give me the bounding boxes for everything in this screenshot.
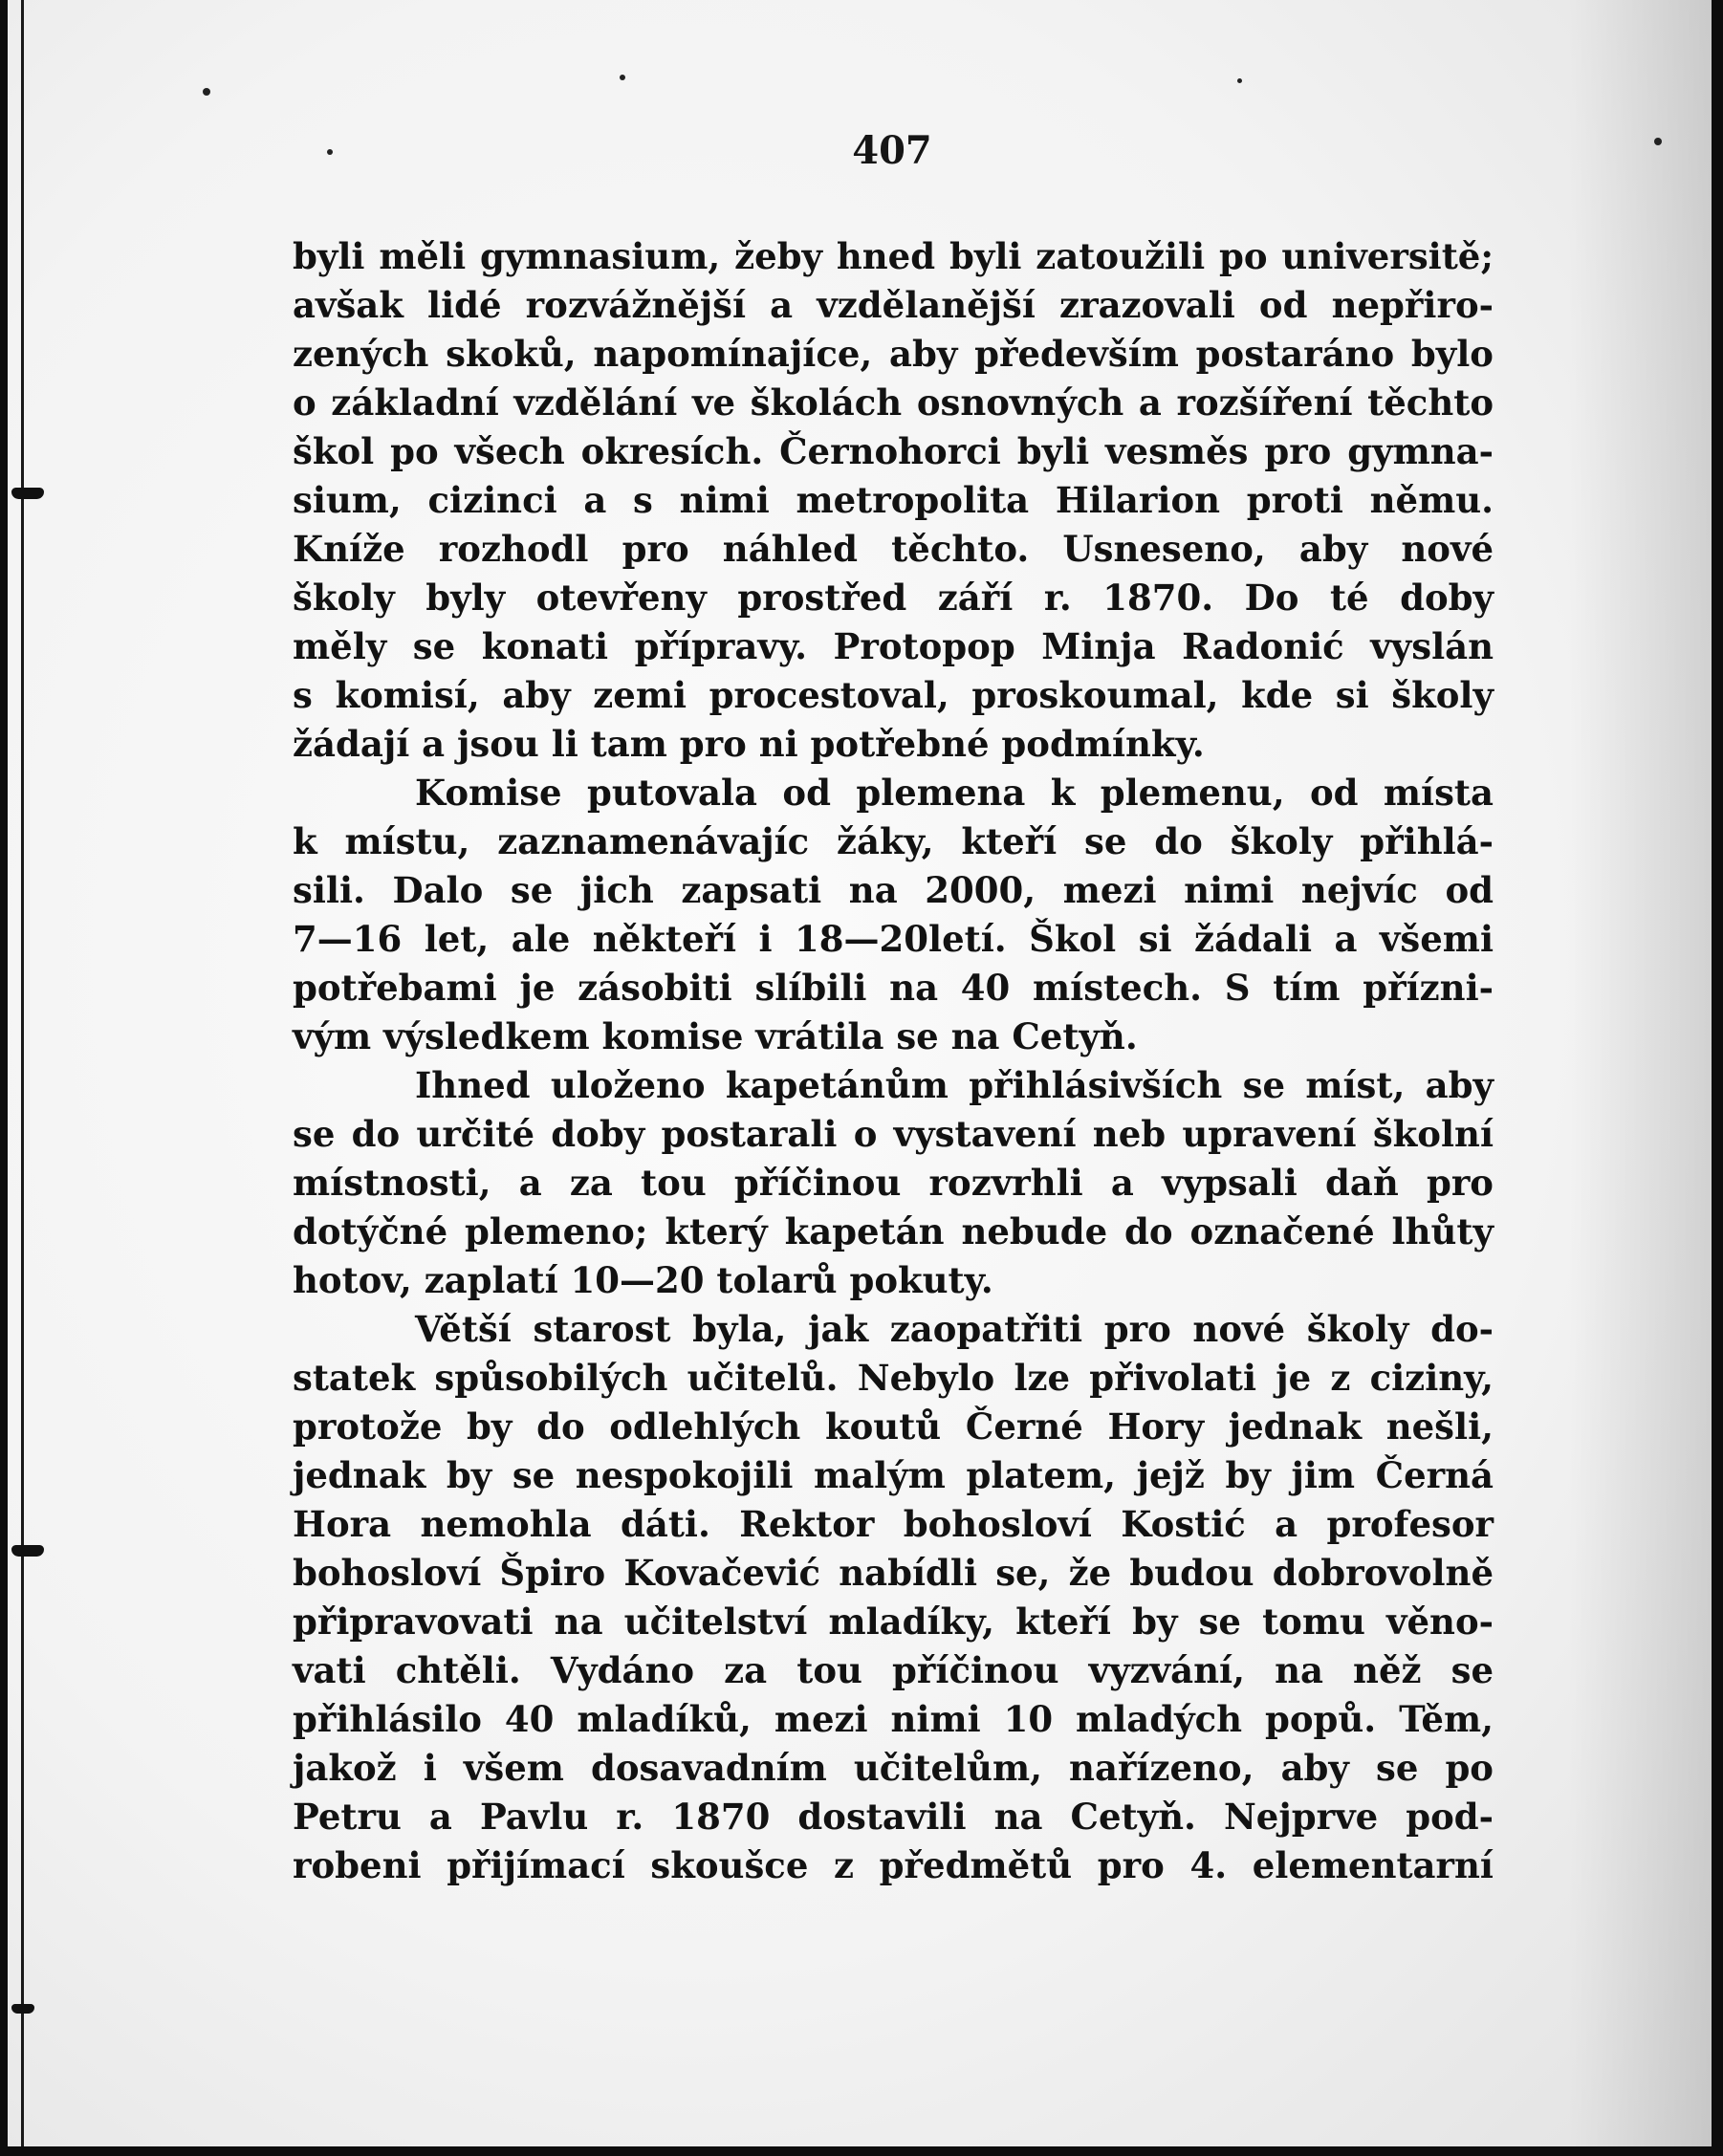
page-number: 407 (852, 128, 932, 173)
text-line: hotov, zaplatí 10—20 tolarů pokuty. (293, 1259, 993, 1301)
text-line: škol po všech okresích. Černohorci byli vesměs pro gymna- (293, 430, 1494, 472)
text-line: sili. Dalo se jich zapsati na 2000, mezi nimi nejvíc od (293, 869, 1494, 911)
text-line: měly se konati přípravy. Protopop Minja Radonić vyslán (293, 625, 1494, 667)
body-text (293, 232, 1494, 1890)
dust-speck (327, 149, 333, 155)
text-line: jednak by se nespokojili malým platem, jejž by jim Černá (293, 1454, 1494, 1496)
text-line: připravovati na učitelství mladíky, kteří by se tomu věno- (293, 1601, 1494, 1643)
text-line: žádají a jsou li tam pro ni potřebné podmínky. (293, 723, 1205, 765)
dust-speck (1654, 138, 1662, 145)
binding-mark (11, 488, 44, 499)
text-line: školy byly otevřeny prostřed září r. 1870. Do té doby (293, 577, 1494, 619)
text-line: dotýčné plemeno; který kapetán nebude do označené lhůty (293, 1210, 1494, 1252)
text-line: přihlásilo 40 mladíků, mezi nimi 10 mladých popů. Těm, (293, 1698, 1494, 1740)
binding-line (21, 0, 24, 2146)
text-line: Ihned uloženo kapetánům přihlásivších se míst, aby (415, 1064, 1494, 1106)
text-line: protože by do odlehlých koutů Černé Hory jednak nešli, (293, 1405, 1494, 1448)
paper-sheet (8, 0, 1712, 2146)
text-line: se do určité doby postarali o vystavení neb upravení školní (293, 1113, 1494, 1155)
text-line: o základní vzdělání ve školách osnovných a rozšíření těchto (293, 381, 1494, 424)
text-line: byli měli gymnasium, žeby hned byli zatoužili po universitě; (293, 235, 1494, 277)
text-line: Komise putovala od plemena k plemenu, od místa (415, 772, 1494, 814)
text-line: vati chtěli. Vydáno za tou příčinou vyzvání, na něž se (293, 1649, 1494, 1691)
text-line: s komisí, aby zemi procestoval, proskoumal, kde si školy (293, 674, 1494, 716)
text-line: sium, cizinci a s nimi metropolita Hilarion proti němu. (293, 479, 1494, 521)
page-shadow (1568, 0, 1712, 2146)
dust-speck (620, 75, 625, 80)
text-line: Kníže rozhodl pro náhled těchto. Usneseno, aby nové (293, 528, 1494, 570)
text-line: robeni přijímací skoušce z předmětů pro 4. elementarní (293, 1844, 1494, 1886)
text-line: Hora nemohla dáti. Rektor bohosloví Kostić a profesor (293, 1503, 1494, 1545)
text-line: místnosti, a za tou příčinou rozvrhli a vypsali daň pro (293, 1162, 1494, 1204)
text-line: k místu, zaznamenávajíc žáky, kteří se do školy přihlá- (293, 820, 1494, 862)
text-line: potřebami je zásobiti slíbili na 40 místech. S tím přízni- (293, 967, 1494, 1009)
dust-speck (203, 88, 210, 96)
text-line: bohosloví Špiro Kovačević nabídli se, že budou dobrovolně (293, 1552, 1494, 1594)
text-line: 7—16 let, ale někteří i 18—20letí. Škol si žádali a všemi (293, 918, 1494, 960)
text-line: Petru a Pavlu r. 1870 dostavili na Cetyň. Nejprve pod- (293, 1796, 1494, 1838)
text-line: statek spůsobilých učitelů. Nebylo lze přivolati je z ciziny, (293, 1357, 1494, 1399)
dust-speck (1237, 78, 1242, 83)
text-line: avšak lidé rozvážnější a vzdělanější zrazovali od nepřiro- (293, 284, 1494, 326)
binding-mark (11, 2004, 34, 2014)
text-line: jakož i všem dosavadním učitelům, nařízeno, aby se po (293, 1747, 1494, 1789)
text-line: Větší starost byla, jak zaopatřiti pro nové školy do- (415, 1308, 1494, 1350)
binding-mark (11, 1545, 44, 1557)
text-line: vým výsledkem komise vrátila se na Cetyň. (293, 1015, 1138, 1057)
text-line: zených skoků, napomínajíce, aby především postaráno bylo (293, 333, 1494, 375)
